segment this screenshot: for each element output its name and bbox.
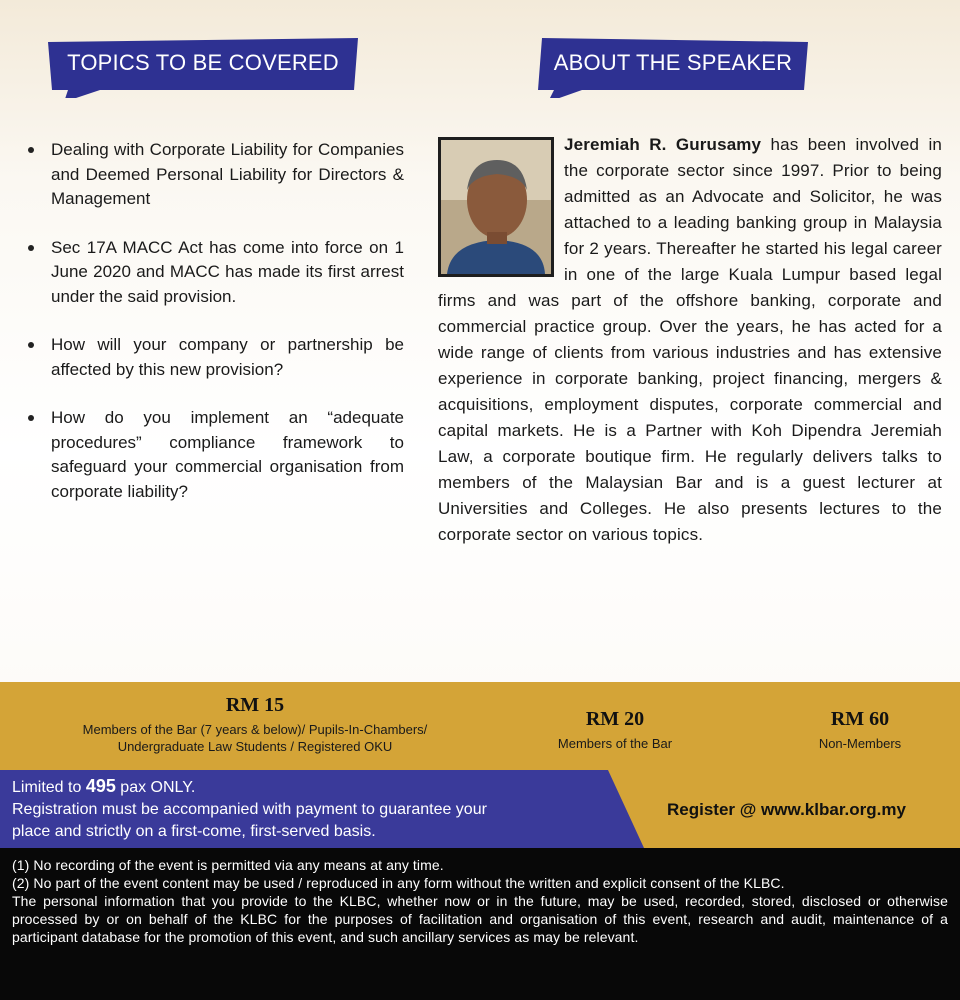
- bullet-icon: [28, 415, 34, 421]
- list-item: [28, 406, 404, 504]
- speaker-banner-title: ABOUT THE SPEAKER: [553, 50, 793, 75]
- price-description: Non-Members: [818, 736, 902, 751]
- speaker-bio-text: has been involved in the corporate sector since 1997. Prior to being admitted as an Advocate and Solicitor, he was attached to a leading banking group in Malaysia for 2 years. Thereafter he started his legal career in one of the large Kuala Lumpur based legal firms and was part of the offshore banking, corporate and commercial practice group. Over the years, he has acted for a wide range of clients from various industries and has extensive experience in corporate banking, project financing, mergers & acquisitions, employment disputes, corporate commercial and capital markets. He is a Partner with Koh Dipendra Jeremiah Law, a corporate boutique firm. He regularly delivers talks to members of the Malaysian Bar and is a guest lecturer at Universities and Colleges. He also presents lectures to the corporate sector on various topics.: [438, 135, 942, 544]
- privacy-notice: The personal information that you provide to the KLBC, whether now or in the future, may be used, recorded, stored, disclosed or otherwise processed by or on behalf of the KLBC for the purposes of facilitation and organisation of this event, research and audit, maintenance of a participant database for the promotion of this event, and such ancillary services as may be relevant.: [12, 893, 948, 945]
- topic-text: How do you implement an “adequate procedures” compliance framework to safeguard your commercial organisation from corporate liability?: [51, 408, 404, 501]
- price-description: [30, 721, 480, 755]
- list-item: [28, 333, 404, 382]
- bullet-icon: [28, 342, 34, 348]
- price-description-line: Undergraduate Law Students / Registered OKU: [117, 739, 393, 754]
- topics-banner-title: TOPICS TO BE COVERED: [67, 50, 339, 75]
- speaker-banner: [538, 38, 848, 98]
- register-link[interactable]: Register @ www.klbar.org.my: [667, 800, 906, 819]
- price-non-member: [790, 708, 930, 752]
- price-member-junior: [30, 694, 480, 755]
- price-amount: RM 15: [225, 694, 285, 716]
- registration-note-line: Registration must be accompanied with payment to guarantee your: [12, 801, 487, 818]
- topic-text: Sec 17A MACC Act has come into force on 1 June 2020 and MACC has made its first arrest under the said provision.: [51, 237, 404, 306]
- capacity-number: 495: [85, 776, 116, 796]
- speaker-photo: [438, 137, 554, 277]
- speaker-section: [438, 132, 942, 548]
- person-portrait-icon: [441, 140, 551, 274]
- price-amount: RM 20: [585, 708, 645, 730]
- registration-band: [0, 770, 960, 848]
- disclaimer-section: [0, 848, 960, 1000]
- price-description: Members of the Bar: [557, 736, 673, 751]
- registration-note-line: place and strictly on a first-come, first-served basis.: [12, 823, 376, 840]
- price-description-line: Members of the Bar (7 years & below)/ Pupils-In-Chambers/: [82, 722, 428, 737]
- pricing-bar: [0, 682, 960, 770]
- list-item: [28, 236, 404, 310]
- disclaimer-line: (2) No part of the event content may be used / reproduced in any form without the written and explicit consent of the KLBC.: [12, 875, 785, 891]
- registration-text: [12, 775, 632, 843]
- capacity-line: [12, 775, 632, 799]
- topic-text: Dealing with Corporate Liability for Companies and Deemed Personal Liability for Directors & Management: [51, 140, 404, 208]
- list-item: [28, 138, 404, 212]
- disclaimer-line: (1) No recording of the event is permitted via any means at any time.: [12, 857, 444, 873]
- topics-banner: [48, 38, 358, 98]
- bullet-icon: [28, 245, 34, 251]
- topics-list: [28, 138, 404, 528]
- capacity-suffix: pax ONLY.: [115, 779, 196, 796]
- price-amount: RM 60: [830, 708, 890, 730]
- speaker-name: Jeremiah R. Gurusamy: [564, 135, 762, 154]
- bullet-icon: [28, 147, 34, 153]
- capacity-prefix: Limited to: [12, 779, 86, 796]
- topic-text: How will your company or partnership be affected by this new provision?: [51, 335, 404, 379]
- price-member: [530, 708, 700, 752]
